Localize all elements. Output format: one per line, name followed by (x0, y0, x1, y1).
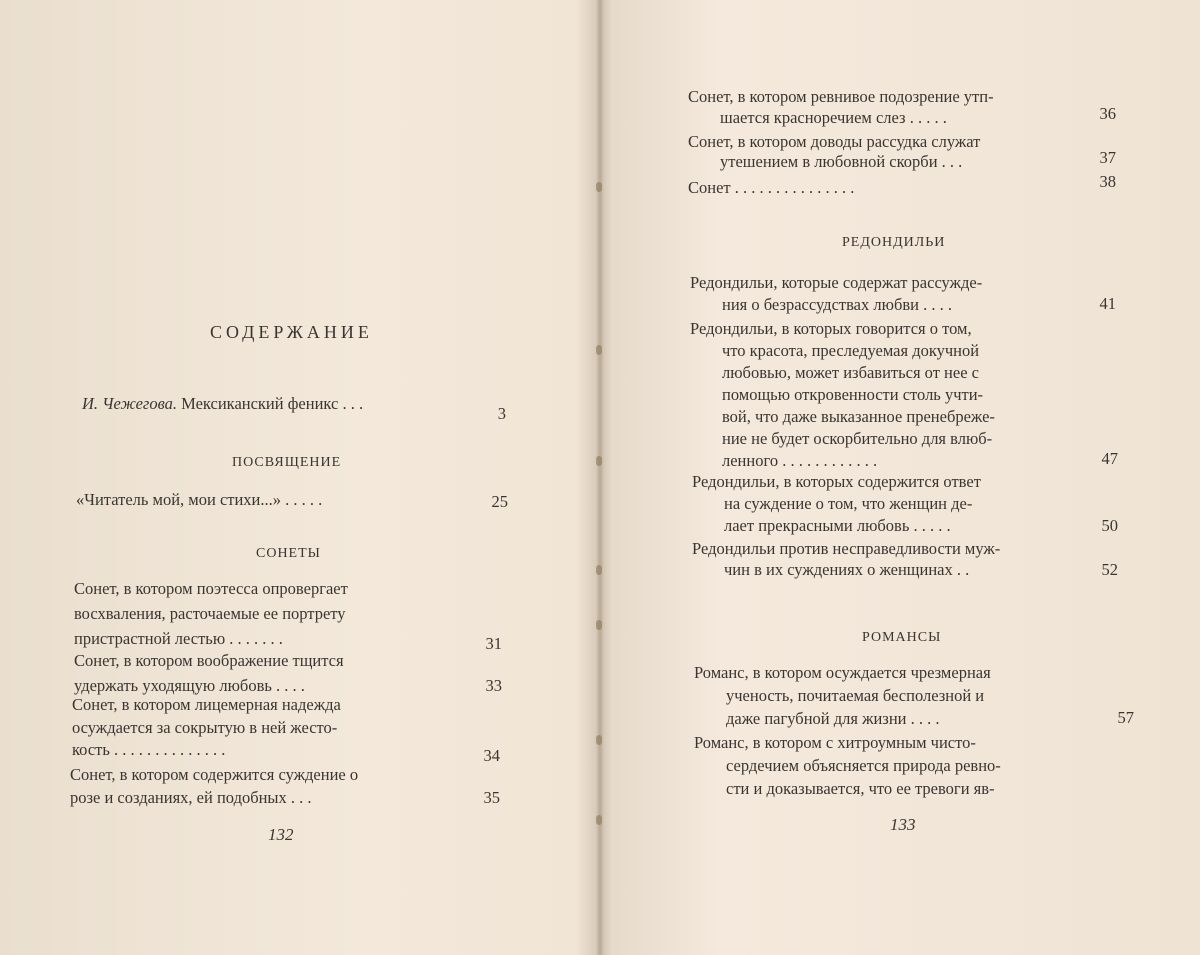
toc-line: сти и доказывается, что ее тревоги яв- (726, 779, 995, 798)
toc-line: утешением в любовной скорби . . . (720, 152, 963, 171)
page-number: 34 (483, 746, 500, 765)
toc-line: пристрастной лестью . . . . . . . (74, 629, 283, 648)
page-number: 35 (483, 788, 500, 807)
intro-text: Мексиканский феникс . . . (177, 394, 364, 413)
toc-entry-intro (82, 394, 363, 414)
page-number: 41 (1099, 294, 1116, 313)
toc-line: лает прекрасными любовь . . . . . (724, 516, 951, 535)
section-heading-romances: РОМАНСЫ (862, 630, 942, 645)
toc-line: шается красноречием слез . . . . . (720, 108, 947, 127)
toc-line: восхваления, расточаемые ее портрету (74, 604, 346, 623)
toc-line: ния о безрассудствах любви . . . . (722, 295, 952, 314)
page-number: 36 (1099, 104, 1116, 123)
toc-line: вой, что даже выказанное пренебреже- (722, 407, 995, 426)
page-number: 52 (1101, 560, 1118, 579)
page-number: 37 (1099, 148, 1116, 167)
toc-line: Редондильи против несправедливости муж- (692, 539, 1001, 558)
toc-line: Сонет, в котором лицемерная надежда (72, 695, 341, 714)
toc-line: сердечием объясняется природа ревно- (726, 756, 1001, 775)
page-number: 31 (485, 634, 502, 653)
toc-line: любовью, может избавиться от нее с (722, 363, 979, 382)
toc-line: что красота, преследуемая докучной (722, 341, 980, 360)
contents-title: СОДЕРЖАНИЕ (210, 322, 373, 342)
toc-line: даже пагубной для жизни . . . . (726, 709, 940, 728)
toc-line: ленного . . . . . . . . . . . . (722, 451, 878, 470)
page-number: 3 (497, 404, 506, 423)
page-number: 38 (1099, 172, 1116, 191)
folio-left: 132 (268, 825, 294, 844)
toc-line: кость . . . . . . . . . . . . . . (72, 740, 226, 759)
page-number: 47 (1101, 449, 1118, 468)
binding-stitch (596, 182, 602, 192)
toc-line: розе и созданиях, ей подобных . . . (70, 788, 312, 807)
toc-line: Романс, в котором осуждается чрезмерная (694, 663, 991, 682)
page-number: 33 (485, 676, 502, 695)
section-heading-dedication: ПОСВЯЩЕНИЕ (232, 455, 342, 470)
binding-stitch (596, 735, 602, 745)
folio-right: 133 (890, 815, 916, 834)
toc-line: чин в их суждениях о женщинах . . (724, 560, 970, 579)
section-heading-sonnets: СОНЕТЫ (256, 546, 321, 561)
left-page (60, 0, 510, 955)
toc-line: помощью откровенности столь учти- (722, 385, 984, 404)
toc-line: на суждение о том, что женщин де- (724, 494, 973, 513)
toc-line: Сонет, в котором поэтесса опровергает (74, 579, 348, 598)
toc-line: ученость, почитаемая бесполезной и (726, 686, 985, 705)
binding-stitch (596, 620, 602, 630)
page-number: 57 (1117, 708, 1134, 727)
section-heading-redondillas: РЕДОНДИЛЬИ (842, 235, 946, 250)
toc-line: Романс, в котором с хитроумным чисто- (694, 733, 976, 752)
book-gutter (596, 0, 604, 955)
binding-stitch (596, 345, 602, 355)
page-number: 25 (491, 492, 508, 511)
toc-line: Сонет . . . . . . . . . . . . . . . (688, 178, 855, 197)
page-number: 50 (1101, 516, 1118, 535)
right-page (686, 0, 1134, 955)
toc-line: Редондильи, которые содержат рассужде- (690, 273, 983, 292)
toc-line: Сонет, в котором воображение тщится (74, 651, 344, 670)
toc-line: Редондильи, в которых говорится о том, (690, 319, 972, 338)
binding-stitch (596, 815, 602, 825)
toc-line: осуждается за сокрытую в ней жесто- (72, 718, 338, 737)
binding-stitch (596, 565, 602, 575)
toc-entry-dedication: «Читатель мой, мои стихи...» . . . . . (76, 490, 323, 509)
toc-line: Сонет, в котором ревнивое подозрение утп- (688, 87, 994, 106)
intro-author: И. Чежегова. (82, 394, 178, 413)
toc-line: Сонет, в котором содержится суждение о (70, 765, 359, 784)
toc-line: Сонет, в котором доводы рассудка служат (688, 132, 981, 151)
toc-line: удержать уходящую любовь . . . . (74, 676, 305, 695)
toc-line: Редондильи, в которых содержится ответ (692, 472, 981, 491)
toc-line: ние не будет оскорбительно для влюб- (722, 429, 993, 448)
binding-stitch (596, 456, 602, 466)
